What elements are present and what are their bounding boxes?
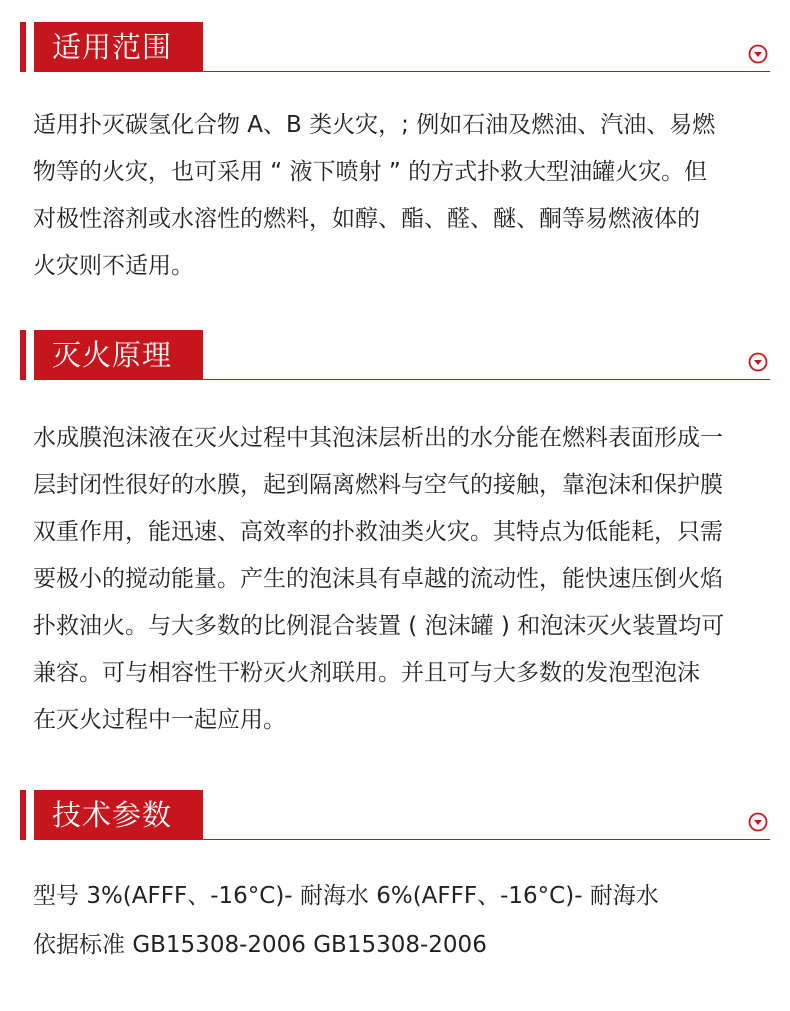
- circle-chevron-down-icon[interactable]: [748, 812, 768, 832]
- section-header-scope: [20, 22, 770, 72]
- section-title: 灭火原理: [52, 338, 173, 372]
- paragraph-line: 层封闭性很好的水膜，起到隔离燃料与空气的接触，靠泡沫和保护膜: [33, 472, 723, 498]
- circle-chevron-down-icon[interactable]: [748, 44, 768, 64]
- spec-row-model: [33, 876, 659, 916]
- paragraph-line: 水成膜泡沫液在灭火过程中其泡沫层析出的水分能在燃料表面形成一: [33, 425, 723, 451]
- spec-value: GB15308-2006 GB15308-2006: [132, 932, 487, 958]
- paragraph-line: 火灾则不适用。: [33, 253, 194, 279]
- header-accent-bar: [20, 790, 26, 840]
- section-header-specs: [20, 790, 770, 840]
- section-body-principle: [33, 415, 768, 744]
- paragraph-line: 扑救油火。与大多数的比例混合装置 ( 泡沫罐 ) 和泡沫灭火装置均可: [33, 613, 725, 639]
- paragraph-line: 对极性溶剂或水溶性的燃料，如醇、酯、醛、醚、酮等易燃液体的: [33, 206, 700, 232]
- paragraph-line: 双重作用，能迅速、高效率的扑救油类火灾。其特点为低能耗，只需: [33, 519, 723, 545]
- section-body-scope: [33, 102, 768, 290]
- section-header-principle: [20, 330, 770, 380]
- section-title: 技术参数: [52, 798, 173, 832]
- header-accent-bar: [20, 330, 26, 380]
- paragraph-line: 物等的火灾，也可采用 “ 液下喷射 ” 的方式扑救大型油罐火灾。但: [33, 159, 708, 185]
- spec-label: 型号: [33, 883, 87, 909]
- header-underline: [34, 839, 770, 840]
- spec-value: 3%(AFFF、-16°C)- 耐海水 6%(AFFF、-16°C)- 耐海水: [86, 883, 659, 909]
- spec-row-standard: [33, 925, 487, 965]
- header-underline: [34, 379, 770, 380]
- paragraph-line: 适用扑灭碳氢化合物 A、B 类火灾，; 例如石油及燃油、汽油、易燃: [33, 112, 716, 138]
- paragraph-line: 要极小的搅动能量。产生的泡沫具有卓越的流动性，能快速压倒火焰: [33, 566, 723, 592]
- paragraph-line: 兼容。可与相容性干粉灭火剂联用。并且可与大多数的发泡型泡沫: [33, 660, 700, 686]
- section-title: 适用范围: [52, 30, 173, 64]
- header-accent-bar: [20, 22, 26, 72]
- spec-label: 依据标准: [33, 932, 133, 958]
- header-underline: [34, 71, 770, 72]
- paragraph-line: 在灭火过程中一起应用。: [33, 707, 286, 733]
- circle-chevron-down-icon[interactable]: [748, 352, 768, 372]
